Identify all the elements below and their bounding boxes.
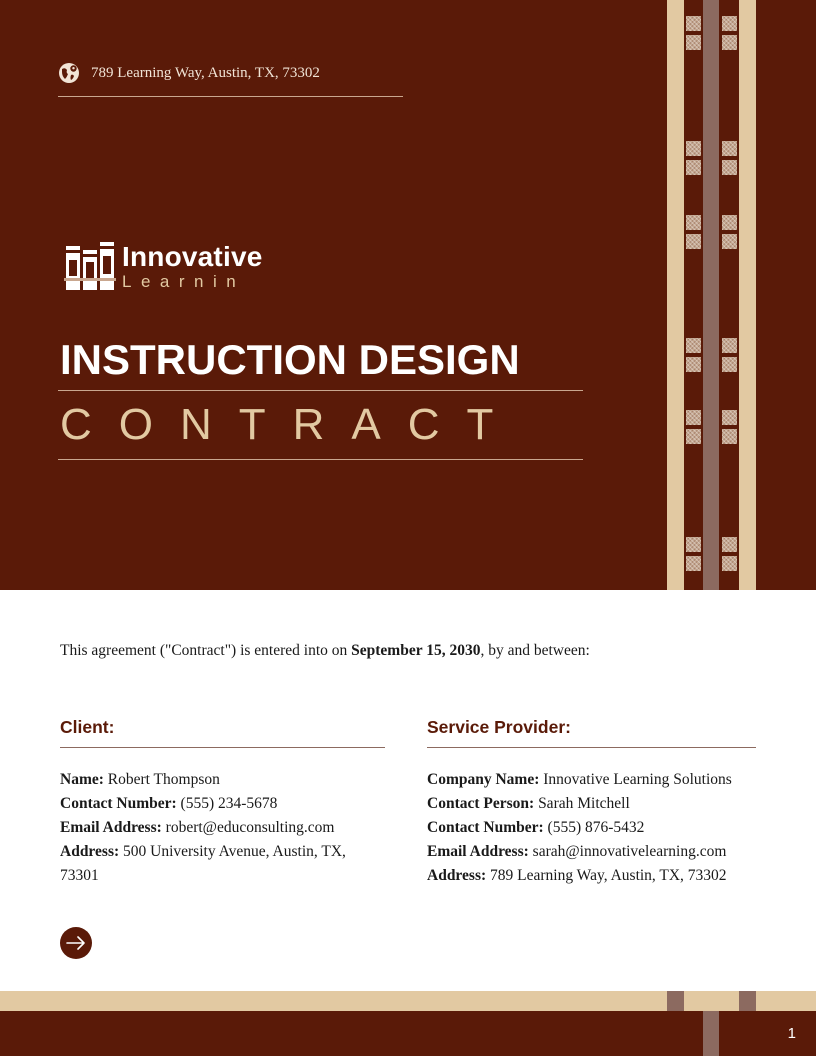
field-label: Name: — [60, 771, 104, 788]
globe-pin-icon — [58, 62, 80, 84]
field-label: Address: — [427, 867, 487, 884]
field-label: Email Address: — [427, 843, 529, 860]
provider-fields — [427, 768, 756, 888]
decor-pattern-block — [686, 429, 701, 444]
footer-accent-square — [667, 991, 684, 1011]
client-contact-number — [60, 792, 385, 816]
field-value: robert@educonsulting.com — [161, 819, 335, 836]
contract-date: September 15, 2030 — [351, 642, 481, 659]
document-title: INSTRUCTION DESIGN — [58, 332, 583, 391]
provider-contact-number — [427, 816, 756, 840]
footer-accent-band — [0, 991, 816, 1011]
decor-pattern-block — [722, 215, 737, 230]
next-page-button[interactable] — [60, 927, 92, 959]
decor-pattern-block — [686, 215, 701, 230]
document-subtitle: CONTRACT — [58, 394, 583, 460]
field-label: Address: — [60, 843, 120, 860]
decor-pattern-block — [686, 556, 701, 571]
provider-section — [427, 713, 756, 888]
decor-pattern-block — [686, 410, 701, 425]
logo-name: Innovative — [122, 241, 263, 272]
decor-pattern-block — [686, 160, 701, 175]
client-email — [60, 816, 385, 840]
client-fields — [60, 768, 385, 888]
field-value: 789 Learning Way, Austin, TX, 73302 — [486, 867, 727, 884]
footer-accent-square — [739, 991, 756, 1011]
field-value: Robert Thompson — [103, 771, 220, 788]
decor-pattern-block — [722, 35, 737, 50]
decor-pattern-block — [722, 537, 737, 552]
client-heading: Client: — [60, 713, 385, 748]
header-address-text: 789 Learning Way, Austin, TX, 73302 — [91, 65, 320, 81]
field-label: Company Name: — [427, 771, 540, 788]
decor-pattern-block — [722, 234, 737, 249]
field-label: Contact Number: — [60, 795, 177, 812]
company-logo — [64, 240, 262, 292]
page-number: 1 — [787, 1025, 796, 1042]
header-address — [58, 62, 403, 97]
provider-heading: Service Provider: — [427, 713, 756, 748]
books-icon — [64, 240, 116, 292]
decor-stripe-left — [667, 0, 684, 590]
page-footer — [0, 1011, 816, 1056]
provider-company-name — [427, 768, 756, 792]
arrow-right-icon — [66, 936, 86, 950]
footer-stripe — [703, 1011, 719, 1056]
decor-pattern-block — [686, 16, 701, 31]
decor-pattern-block — [722, 410, 737, 425]
decor-pattern-block — [686, 338, 701, 353]
field-label: Email Address: — [60, 819, 162, 836]
intro-text-before: This agreement ("Contract") is entered into on — [60, 642, 352, 659]
decor-pattern-block — [722, 338, 737, 353]
field-value: Sarah Mitchell — [534, 795, 630, 812]
logo-tagline: Learnin — [122, 272, 246, 291]
intro-text-after: , by and between: — [480, 642, 590, 659]
field-value: sarah@innovativelearning.com — [528, 843, 727, 860]
field-value: (555) 234-5678 — [176, 795, 278, 812]
field-value: Innovative Learning Solutions — [539, 771, 732, 788]
field-label: Contact Number: — [427, 819, 544, 836]
decor-stripe-right — [739, 0, 756, 590]
client-address — [60, 840, 385, 888]
decor-pattern-block — [686, 234, 701, 249]
decor-pattern-block — [686, 357, 701, 372]
decor-pattern-block — [686, 537, 701, 552]
decor-pattern-block — [686, 141, 701, 156]
field-value: 500 University Avenue, Austin, TX, 73301 — [60, 843, 346, 884]
field-label: Contact Person: — [427, 795, 535, 812]
decor-pattern-block — [722, 556, 737, 571]
decor-stripe-middle — [703, 0, 719, 590]
provider-address — [427, 864, 756, 888]
client-name — [60, 768, 385, 792]
decor-pattern-block — [722, 429, 737, 444]
client-section — [60, 713, 385, 888]
provider-email — [427, 840, 756, 864]
decor-pattern-block — [722, 141, 737, 156]
agreement-intro — [60, 642, 590, 660]
field-value: (555) 876-5432 — [543, 819, 645, 836]
decor-pattern-block — [722, 16, 737, 31]
provider-contact-person — [427, 792, 756, 816]
decor-pattern-block — [722, 357, 737, 372]
decor-pattern-block — [686, 35, 701, 50]
decor-pattern-block — [722, 160, 737, 175]
